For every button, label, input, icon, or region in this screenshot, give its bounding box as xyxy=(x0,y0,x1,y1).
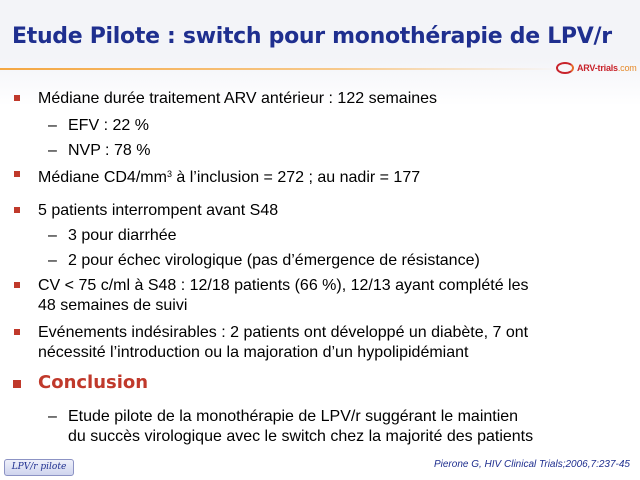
citation: Pierone G, HIV Clinical Trials;2006,7:237-45 xyxy=(433,459,630,470)
sub-efv: EFV : 22 % xyxy=(68,117,149,134)
bullet-square-icon xyxy=(14,207,20,213)
bullet-square-icon xyxy=(14,95,20,101)
dash-icon: – xyxy=(48,227,57,244)
bullet-adverse-events-line1: Evénements indésirables : 2 patients ont développé un diabète, 7 ont xyxy=(38,324,529,341)
bullet-square-icon xyxy=(14,171,20,177)
sub-nvp: NVP : 78 % xyxy=(68,142,151,159)
bullet-viral-load-line2: 48 semaines de suivi xyxy=(38,297,188,314)
conclusion-line1: Etude pilote de la monothérapie de LPV/r suggérant le maintien xyxy=(68,408,519,425)
bullet-viral-load-line1: CV < 75 c/ml à S48 : 12/18 patients (66 %), 12/13 ayant complété les xyxy=(38,277,529,294)
dash-icon: – xyxy=(48,408,57,425)
bullet-square-icon xyxy=(14,282,20,288)
cd4-prefix: Médiane CD4/mm xyxy=(38,169,167,186)
slide-tag: LPV/r pilote xyxy=(4,459,74,476)
logo-brand: ARV xyxy=(577,63,595,73)
cd4-superscript: 3 xyxy=(166,169,172,179)
slide-title: Etude Pilote : switch pour monothérapie de LPV/r xyxy=(12,24,612,49)
logo-suffix: -trials xyxy=(594,63,618,73)
bullet-cd4 xyxy=(38,165,420,187)
conclusion-heading: Conclusion xyxy=(38,372,149,393)
sub-diarrhea: 3 pour diarrhée xyxy=(68,227,177,244)
logo-domain: .com xyxy=(617,63,637,73)
bullet-adverse-events-line2: nécessité l’introduction ou la majoration d’un hypolipidémiant xyxy=(38,344,469,361)
dash-icon: – xyxy=(48,252,57,269)
sub-virologic-failure: 2 pour échec virologique (pas d’émergence de résistance) xyxy=(68,252,480,269)
bullet-square-icon xyxy=(14,329,20,335)
dash-icon: – xyxy=(48,142,57,159)
bullet-interruptions: 5 patients interrompent avant S48 xyxy=(38,202,279,219)
conclusion-line2: du succès virologique avec le switch chez la majorité des patients xyxy=(68,428,534,445)
conclusion-bullet-icon xyxy=(13,380,21,388)
dash-icon: – xyxy=(48,117,57,134)
cd4-suffix: à l’inclusion = 272 ; au nadir = 177 xyxy=(171,169,421,186)
bullet-ttt-duration: Médiane durée traitement ARV antérieur : 122 semaines xyxy=(38,90,438,107)
